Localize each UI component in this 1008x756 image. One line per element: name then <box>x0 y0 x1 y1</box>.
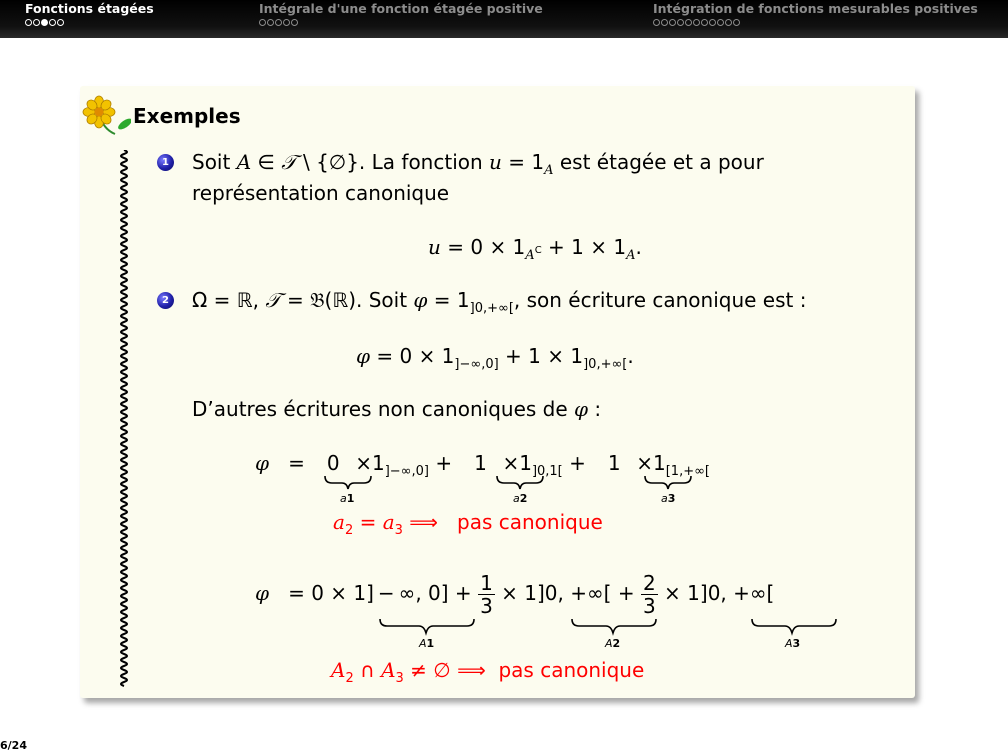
slide-dot[interactable] <box>725 19 732 26</box>
example2-conclusion: $A_2$ ∩ $A_3$ ≠ ∅ ⟹ pas canonique <box>331 658 645 686</box>
slide-dot[interactable] <box>693 19 700 26</box>
list-number-2: 2 <box>157 292 174 309</box>
slide-dot[interactable] <box>57 19 64 26</box>
slide-dot[interactable] <box>259 19 266 26</box>
nav-section-title[interactable]: Fonctions étagées <box>25 1 154 16</box>
brace-label-a1: a1 <box>340 492 355 505</box>
brace-label-A2: A2 <box>605 637 621 650</box>
slide-dot[interactable] <box>669 19 676 26</box>
nav-section-integration-mesurables[interactable] <box>653 2 978 26</box>
nav-section-integrale-etagee[interactable] <box>259 2 543 26</box>
example2-braces <box>378 618 848 636</box>
flower-icon <box>81 94 131 154</box>
example1-conclusion: $a_2 = a_3$ ⟹ pas canonique <box>333 510 603 538</box>
slide-dot[interactable] <box>25 19 32 26</box>
slide-dot[interactable] <box>709 19 716 26</box>
example1-braces <box>322 475 712 491</box>
item2-line1: Ω = ℝ, 𝒯 = 𝔅(ℝ). Soit $\varphi = 1_{]0,+\infty[}$, son écriture canonique est : <box>192 288 807 316</box>
nav-slide-dots <box>25 19 154 26</box>
squiggle-border <box>117 150 131 690</box>
slide-dot[interactable] <box>275 19 282 26</box>
slide-dot[interactable] <box>33 19 40 26</box>
nav-slide-dots <box>653 19 978 26</box>
page-number: 6/24 <box>0 739 27 752</box>
slide-dot[interactable] <box>677 19 684 26</box>
section-navigation-bar <box>0 0 1008 38</box>
slide-dot[interactable] <box>701 19 708 26</box>
slide-dot[interactable] <box>653 19 660 26</box>
slide-dot[interactable] <box>661 19 668 26</box>
slide-dot[interactable] <box>291 19 298 26</box>
slide-dot[interactable] <box>49 19 56 26</box>
nav-section-title[interactable]: Intégrale d'une fonction étagée positive <box>259 1 543 16</box>
example2-formula: φ = 0 × 1] − ∞, 0] + $\frac{1}{3}$ × 1]0, +∞[ + $\frac{2}{3}$ × 1]0, +∞[ <box>255 571 775 618</box>
list-number-1: 1 <box>157 154 174 171</box>
nav-slide-dots <box>259 19 543 26</box>
item1-line1: Soit A ∈ 𝒯 \ {∅}. La fonction $u = 1_A$ est étagée et a pour <box>192 150 764 178</box>
brace-label-A1: A1 <box>419 637 435 650</box>
example1-formula: $\varphi = 0 \times 1_{]-\infty,0]} + 1 \times 1_{]0,1[} + 1 \times 1_{[1,+\infty[}$ <box>255 451 711 479</box>
item1-formula: $u = 0 \times 1_{A^C} + 1 \times 1_A$. <box>428 235 642 263</box>
slide-dot[interactable] <box>717 19 724 26</box>
nav-section-fonctions-etagees[interactable] <box>25 2 154 26</box>
item1-line2: représentation canonique <box>192 181 450 205</box>
block-title: Exemples <box>133 104 241 128</box>
slide-dot-current[interactable] <box>41 19 48 26</box>
slide-dot[interactable] <box>733 19 740 26</box>
brace-label-a3: a3 <box>661 492 676 505</box>
slide-dot[interactable] <box>267 19 274 26</box>
item2-other-intro: D’autres écritures non canoniques de φ : <box>192 397 602 421</box>
slide-dot[interactable] <box>283 19 290 26</box>
item2-formula: $\varphi = 0 \times 1_{]-\infty,0]} + 1 \times 1_{]0,+\infty[}$. <box>356 344 634 372</box>
brace-label-a2: a2 <box>513 492 528 505</box>
nav-section-title[interactable]: Intégration de fonctions mesurables positives <box>653 1 978 16</box>
brace-label-A3: A3 <box>785 637 801 650</box>
slide-dot[interactable] <box>685 19 692 26</box>
